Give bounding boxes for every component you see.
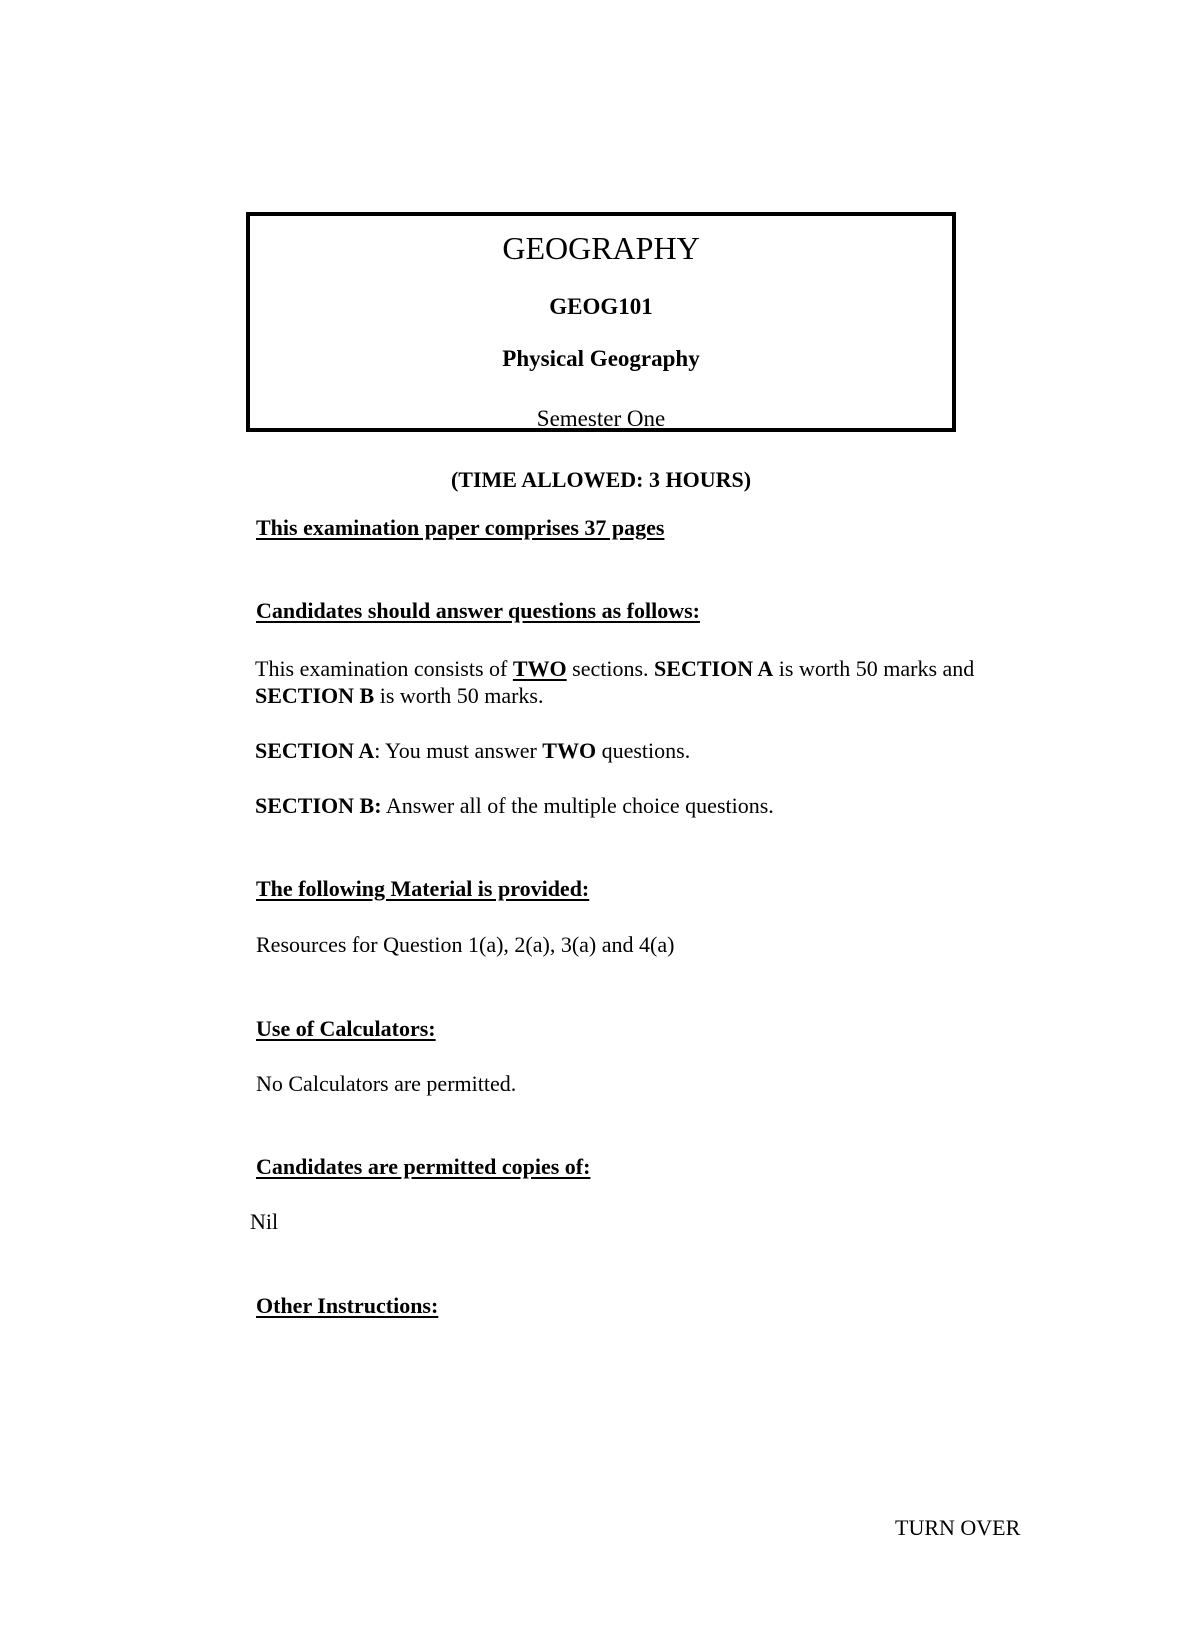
time-allowed: (TIME ALLOWED: 3 HOURS) (450, 467, 752, 492)
exam-structure-paragraph: This examination consists of TWO sections. SECTION A is worth 50 marks and SECTION B is worth 50 marks. (255, 656, 975, 708)
page-count-text: This examination paper comprises 37 pages (256, 515, 665, 540)
exam-title-box (246, 212, 956, 432)
materials-heading: The following Material is provided: (256, 876, 590, 901)
materials-text: Resources for Question 1(a), 2(a), 3(a) and 4(a) (256, 932, 675, 957)
section-b-instruction: SECTION B: Answer all of the multiple choice questions. (255, 793, 774, 818)
other-instructions-heading: Other Instructions: (256, 1293, 439, 1318)
course-name: Physical Geography (502, 346, 700, 371)
calculators-text: No Calculators are permitted. (256, 1071, 517, 1096)
answer-instructions-heading: Candidates should answer questions as follows: (256, 598, 700, 623)
permitted-copies-heading: Candidates are permitted copies of: (256, 1154, 591, 1179)
course-code: GEOG101 (549, 294, 653, 319)
calculators-heading: Use of Calculators: (256, 1016, 436, 1041)
section-a-instruction: SECTION A: You must answer TWO questions. (255, 738, 691, 763)
turn-over-label: TURN OVER (895, 1515, 1021, 1540)
semester-label: Semester One (536, 406, 666, 431)
subject-title: GEOGRAPHY (502, 230, 700, 266)
permitted-copies-text: Nil (250, 1209, 279, 1234)
